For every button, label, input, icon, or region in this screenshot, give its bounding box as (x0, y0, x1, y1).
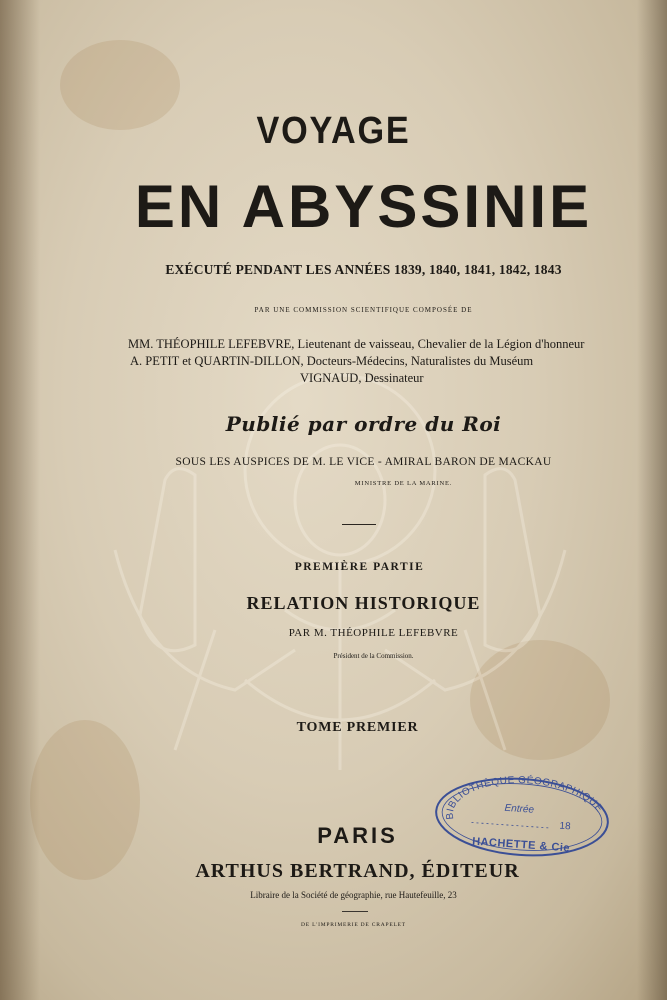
member-line: VIGNAUD, Dessinateur (300, 371, 424, 385)
part-title: RELATION HISTORIQUE (246, 593, 481, 613)
stamp-text-bottom: HACHETTE & Cie (471, 835, 571, 855)
ministry-line: MINISTRE DE LA MARINE. (354, 480, 453, 487)
part-label: PREMIÈRE PARTIE (294, 561, 425, 573)
subtitle: EXÉCUTÉ PENDANT LES ANNÉES 1839, 1840, 1841, 1842, 1843 (165, 262, 562, 277)
title-line-2: EN ABYSSINIE (134, 173, 593, 240)
member-line: A. PETIT et QUARTIN-DILLON, Docteurs-Médecins, Naturalistes du Muséum (130, 354, 534, 368)
stamp-text-entry: Entrée (504, 802, 535, 816)
stamp-text-top: BIBLIOTHÈQUE GÉOGRAPHIQUE (444, 775, 605, 820)
member-line: MM. THÉOPHILE LEFEBVRE, Lieutenant de vaisseau, Chevalier de la Légion d'honneur (128, 337, 585, 351)
divider-rule (342, 911, 368, 912)
page-edge-shadow (637, 0, 667, 1000)
publisher-name: ARTHUS BERTRAND, ÉDITEUR (195, 860, 520, 882)
library-stamp (432, 772, 612, 862)
publication-note: Publié par ordre du Roi (225, 412, 502, 436)
svg-text:BIBLIOTHÈQUE GÉOGRAPHIQUE (444, 772, 607, 831)
printer-line: DE L'IMPRIMERIE DE CRAPELET (301, 922, 406, 928)
author-line: PAR M. THÉOPHILE LEFEBVRE (288, 627, 459, 639)
imprint-city: PARIS (317, 823, 398, 848)
commission-members (128, 336, 628, 387)
stamp-text-year: 18 (559, 820, 571, 833)
volume-label: TOME PREMIER (296, 720, 419, 735)
author-role: Président de la Commission. (333, 652, 414, 660)
title-line-1: VOYAGE (256, 110, 411, 152)
commission-intro: PAR UNE COMMISSION SCIENTIFIQUE COMPOSÉE DE (254, 306, 473, 314)
divider-rule (342, 524, 376, 525)
publisher-address: Libraire de la Société de géographie, rue Hautefeuille, 23 (250, 890, 457, 900)
auspices-line: SOUS LES AUSPICES DE M. LE VICE - AMIRAL BARON DE MACKAU (175, 456, 552, 468)
